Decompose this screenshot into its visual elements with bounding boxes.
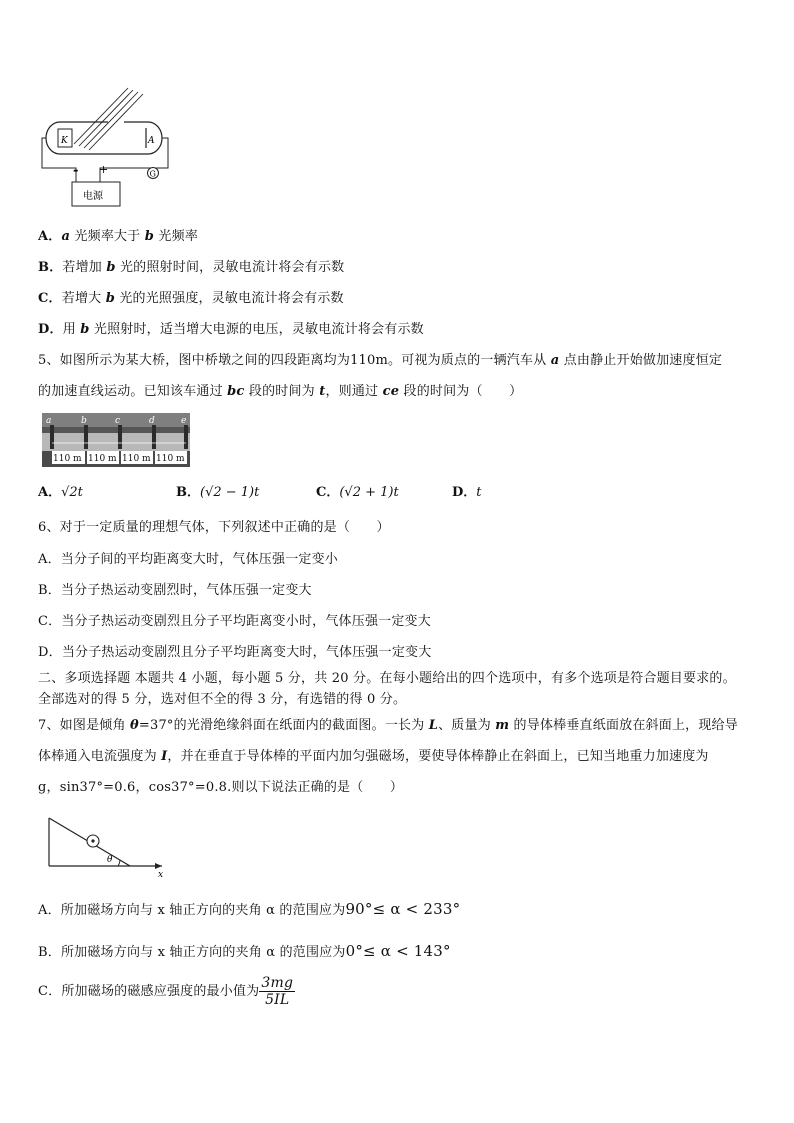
q6-option-a: A．当分子间的平均距离变大时，气体压强一定变小 xyxy=(38,552,338,567)
section2-heading-line1: 二、多项选择题 本题共 4 小题，每小题 5 分，共 20 分。在每小题给出的四个选项中，有多个选项是符合题目要求的。 xyxy=(38,671,736,686)
plus-sign: + xyxy=(99,163,109,176)
q5-option-c: C．(√2 + 1)t xyxy=(316,485,399,500)
q7-option-c: C．所加磁场的磁感应强度的最小值为 $\frac{3mg}{5IL}$ xyxy=(38,975,294,1008)
segment-bc: 110 m xyxy=(88,454,117,464)
q6-option-b: B．当分子热运动变剧烈时，气体压强一定变大 xyxy=(38,583,312,598)
q6-stem: 6、对于一定质量的理想气体，下列叙述中正确的是（ ） xyxy=(38,520,390,535)
q5-option-a: A．√2t xyxy=(38,485,83,500)
power-supply-label: 电源 xyxy=(83,191,103,202)
galvanometer-label: G xyxy=(149,169,156,179)
angle-arc xyxy=(118,860,120,866)
segment-cd: 110 m xyxy=(122,454,151,464)
fraction-numerator: 3mg xyxy=(261,975,294,991)
q4-option-b: B．若增加 b 光的照射时间，灵敏电流计将会有示数 xyxy=(38,260,345,275)
q7-option-a: A．所加磁场方向与 x 轴正方向的夹角 α 的范围应为90°≤ α < 233° xyxy=(38,900,461,918)
q4-option-c: C．若增大 b 光的光照强度，灵敏电流计将会有示数 xyxy=(38,291,344,306)
q5-option-b: B．(√2 − 1)t xyxy=(176,485,260,500)
fraction-denominator: 5IL xyxy=(265,992,290,1008)
light-rays xyxy=(74,88,143,150)
q7-stem-line1: 7、如图是倾角 θ=37°的光滑绝缘斜面在纸面内的截面图。一长为 L、质量为 m 的导体棒垂直纸面放在斜面上，现给导 xyxy=(38,718,738,733)
segment-de: 110 m xyxy=(156,454,185,464)
q7-option-b: B．所加磁场方向与 x 轴正方向的夹角 α 的范围应为0°≤ α < 143° xyxy=(38,942,451,960)
q7-stem-line3: g，sin37°=0.6，cos37°=0.8.则以下说法正确的是（ ） xyxy=(38,780,404,795)
q6-option-d: D．当分子热运动变剧烈且分子平均距离变大时，气体压强一定变大 xyxy=(38,645,432,660)
section2-heading-line2: 全部选对的得 5 分，选对但不全的得 3 分，有选错的得 0 分。 xyxy=(38,692,407,707)
q5-stem-line2: 的加速直线运动。已知该车通过 bc 段的时间为 t，则通过 ce 段的时间为（ ） xyxy=(38,384,523,399)
cathode-label: K xyxy=(61,136,68,146)
q6-option-c: C．当分子热运动变剧烈且分子平均距离变小时，气体压强一定变大 xyxy=(38,614,431,629)
incline-figure xyxy=(44,814,174,880)
x-axis-label: x xyxy=(158,870,164,880)
point-c: c xyxy=(115,416,121,426)
point-d: d xyxy=(149,416,155,426)
x-axis-arrow xyxy=(155,863,162,869)
min-field-fraction xyxy=(259,975,295,1008)
q7-stem-line2: 体棒通入电流强度为 I，并在垂直于导体棒的平面内加匀强磁场，要使导体棒静止在斜面上，已知当地重力加速度为 xyxy=(38,749,709,764)
q4-option-a: A．a 光频率大于 b 光频率 xyxy=(38,229,199,244)
q5-stem-line1: 5、如图所示为某大桥，图中桥墩之间的四段距离均为110m。可视为质点的一辆汽车从 a 点由静止开始做加速度恒定 xyxy=(38,353,723,368)
point-b: b xyxy=(81,416,87,426)
minus-sign: - xyxy=(73,163,79,178)
anode-label: A xyxy=(148,136,155,146)
q4-option-d: D．用 b 光照射时，适当增大电源的电压，灵敏电流计将会有示数 xyxy=(38,322,424,337)
bridge-figure xyxy=(42,413,190,467)
q5-option-d: D．t xyxy=(452,485,482,500)
point-e: e xyxy=(181,416,187,426)
angle-theta-label: θ xyxy=(107,855,113,865)
point-a: a xyxy=(46,416,52,426)
phototube-figure xyxy=(36,82,176,214)
segment-ab: 110 m xyxy=(53,454,82,464)
